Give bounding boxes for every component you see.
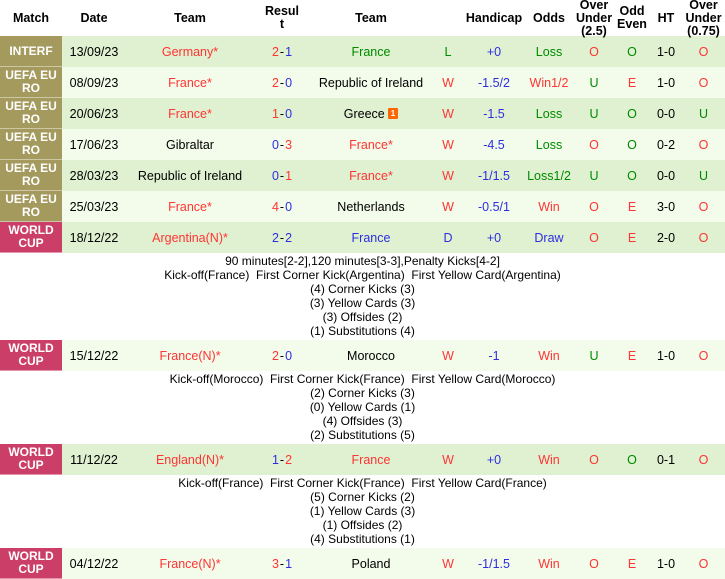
over-under-075-result: O [698,137,709,152]
half-time-score: 0-0 [656,168,676,183]
stats-line: (1) Offsides (2) [322,518,403,532]
home-score: 2 [271,230,279,245]
match-date: 25/03/23 [69,199,119,214]
odds-result: Draw [534,230,564,245]
stats-line: Kick-off(France) First Corner Kick(France) First Yellow Card(France) [178,476,547,490]
home-score: 2 [271,44,279,59]
col-header-team1 [126,12,254,25]
score-separator: - [279,106,285,121]
home-score: 4 [271,199,279,214]
handicap-value: -0.5/1 [478,199,510,214]
home-team-cell [126,222,254,253]
col-header-label: Team [174,10,206,25]
competition-cell [0,191,62,222]
col-header-label: Handicap [465,10,523,25]
away-team-cell [310,36,432,67]
odd-even-result: O [627,452,637,467]
win-loss-indicator: W [442,199,454,214]
stats-line: 90 minutes[2-2],120 minutes[3-3],Penalty Kicks[4-2] [225,254,500,268]
half-time-score: 1-0 [656,556,676,571]
home-score: 2 [271,348,279,363]
home-team-cell [126,444,254,475]
over-under-25-result: U [589,168,599,183]
win-loss-indicator: D [443,230,453,245]
match-row [0,340,725,371]
over-under-25-result: U [589,106,599,121]
competition-cell [0,160,62,191]
handicap-value: -1.5/2 [478,75,510,90]
full-time-score [254,129,310,160]
competition-badge: UEFA EURO [0,98,62,129]
competition-cell [0,36,62,67]
away-score: 1 [285,44,293,59]
match-row [0,191,725,222]
odds-result: Win [538,348,560,363]
odds-result: Win [538,199,560,214]
full-time-score [254,191,310,222]
competition-badge: INTERF [0,36,62,67]
half-time-score: 1-0 [656,348,676,363]
match-date: 20/06/23 [69,106,119,121]
match-date: 17/06/23 [69,137,119,152]
away-team-name[interactable]: France [351,230,391,245]
match-date: 18/12/22 [69,230,119,245]
competition-cell [0,98,62,129]
full-time-score [254,160,310,191]
booking-card-icon: 1 [388,108,398,119]
competition-badge: UEFA EURO [0,129,62,160]
col-header-team2 [310,12,432,25]
col-header-label: Match [12,10,50,25]
handicap-value: +0 [486,44,502,59]
competition-badge: UEFA EURO [0,67,62,98]
competition-cell [0,444,62,475]
away-team-cell [310,98,432,129]
home-team-cell [126,36,254,67]
match-row [0,444,725,475]
odd-even-result: O [627,106,637,121]
win-loss-indicator: W [442,137,454,152]
col-header-label: Odd Even [617,4,647,31]
away-team-cell [310,340,432,371]
away-team-cell [310,160,432,191]
competition-badge: WORLD CUP [0,340,62,371]
match-row [0,129,725,160]
full-time-score [254,36,310,67]
col-header-result [254,5,310,31]
away-team-name[interactable]: Netherlands [337,199,405,214]
full-time-score [254,340,310,371]
over-under-25-result: O [589,44,599,59]
col-header-label: Odds [533,10,565,25]
score-separator: - [279,556,285,571]
table-body [0,36,725,579]
over-under-25-result: O [589,452,599,467]
col-header-label: Over Under (2.5) [575,0,613,38]
odd-even-result: E [627,348,637,363]
table-header-row [0,0,725,36]
win-loss-indicator: L [444,44,452,59]
away-team-cell [310,444,432,475]
win-loss-indicator: W [442,348,454,363]
full-time-score [254,548,310,579]
over-under-25-result: O [589,556,599,571]
match-date: 08/09/23 [69,75,119,90]
away-score: 0 [285,75,293,90]
over-under-075-result: O [698,348,709,363]
match-row [0,98,725,129]
stats-line: (4) Corner Kicks (3) [310,282,415,296]
away-team-cell [310,222,432,253]
odd-even-result: E [627,556,637,571]
col-header-handicap [464,12,524,25]
competition-cell [0,67,62,98]
over-under-075-result: O [698,556,709,571]
away-team-name[interactable]: Republic of Ireland [318,75,424,90]
col-header-label: Over Under (0.75) [685,0,722,38]
away-team-cell [310,191,432,222]
over-under-075-result: U [698,106,709,121]
handicap-value: -1/1.5 [478,556,510,571]
odd-even-result: E [627,199,637,214]
away-team-name[interactable]: Morocco [347,348,395,363]
stats-line: (2) Corner Kicks (3) [310,386,415,400]
match-date: 04/12/22 [69,556,119,571]
home-team-name[interactable]: Argentina(N)* [152,230,228,245]
full-time-score [254,222,310,253]
home-score: 3 [271,556,279,571]
score-separator: - [279,44,285,59]
half-time-score: 1-0 [656,44,676,59]
home-team-name[interactable]: France(N)* [159,556,221,571]
home-team-name[interactable]: France(N)* [159,348,221,363]
odds-result: Loss [535,106,563,121]
stats-line: (4) Substitutions (1) [310,532,415,546]
competition-badge: WORLD CUP [0,548,62,579]
away-score: 3 [285,137,293,152]
match-row [0,67,725,98]
over-under-075-result: O [698,75,709,90]
odd-even-result: O [627,44,637,59]
away-score: 1 [285,168,293,183]
away-team-cell [310,129,432,160]
half-time-score: 3-0 [656,199,676,214]
stats-line: (3) Offsides (2) [322,310,403,324]
away-team-name[interactable]: Greece [343,106,385,121]
score-separator: - [279,230,285,245]
col-header-match [0,12,62,25]
odd-even-result: E [627,230,637,245]
away-score: 2 [285,452,293,467]
handicap-value: -1 [488,348,500,363]
stats-line: (3) Yellow Cards (3) [309,296,416,310]
stats-line: (2) Substitutions (5) [310,428,415,442]
home-team-name[interactable]: Republic of Ireland [137,168,243,183]
competition-cell [0,340,62,371]
stats-line: (4) Offsides (3) [322,414,403,428]
home-score: 0 [271,137,279,152]
competition-cell [0,222,62,253]
away-team-name[interactable]: France* [349,168,393,183]
stats-line: (0) Yellow Cards (1) [309,400,416,414]
home-team-cell [126,98,254,129]
match-row [0,36,725,67]
home-score: 2 [271,75,279,90]
handicap-value: +0 [486,230,502,245]
away-score: 0 [285,348,293,363]
home-team-cell [126,160,254,191]
col-header-label: Team [355,10,387,25]
home-team-name[interactable]: Gibraltar [166,137,214,152]
away-score: 1 [285,556,293,571]
odds-result: Loss [535,137,563,152]
odd-even-result: O [627,137,637,152]
odds-result: Win [538,556,560,571]
match-row [0,548,725,579]
match-row [0,222,725,253]
score-separator: - [279,75,285,90]
away-team-name[interactable]: France [351,44,391,59]
over-under-25-result: O [589,137,599,152]
competition-cell [0,129,62,160]
match-date: 15/12/22 [69,348,119,363]
competition-badge: UEFA EURO [0,191,62,222]
over-under-075-result: O [698,199,709,214]
away-score: 0 [285,106,293,121]
match-date: 13/09/23 [69,44,119,59]
half-time-score: 0-2 [656,137,676,152]
over-under-25-result: U [589,75,599,90]
home-score: 1 [271,452,279,467]
competition-badge: UEFA EURO [0,160,62,191]
full-time-score [254,98,310,129]
home-score: 0 [271,168,279,183]
over-under-075-result: O [698,44,709,59]
away-score: 0 [285,199,293,214]
col-header-odd-even [614,5,650,31]
full-time-score [254,444,310,475]
stats-line: (1) Yellow Cards (3) [309,504,416,518]
col-header-over-under-075 [682,0,725,38]
away-team-name[interactable]: France* [349,137,393,152]
away-team-name[interactable]: France [351,452,391,467]
half-time-score: 0-1 [656,452,676,467]
half-time-score: 2-0 [656,230,676,245]
over-under-075-result: O [698,452,709,467]
score-separator: - [279,348,285,363]
stats-line: Kick-off(France) First Corner Kick(Argentina) First Yellow Card(Argentina) [164,268,561,282]
col-header-label: Result [264,4,300,31]
match-row [0,160,725,191]
away-team-cell [310,548,432,579]
match-date: 28/03/23 [69,168,119,183]
over-under-25-result: O [589,230,599,245]
odds-result: Win1/2 [529,75,569,90]
half-time-score: 0-0 [656,106,676,121]
stats-line: Kick-off(Morocco) First Corner Kick(France) First Yellow Card(Morocco) [169,372,556,386]
home-team-name[interactable]: France* [168,199,212,214]
score-separator: - [279,452,285,467]
over-under-25-result: U [589,348,599,363]
home-team-name[interactable]: Germany* [161,44,219,59]
odds-result: Loss1/2 [527,168,571,183]
full-time-score [254,67,310,98]
col-header-over-under-25 [574,0,614,38]
col-header-label: HT [657,10,675,25]
col-header-half-time [650,12,682,25]
home-team-cell [126,191,254,222]
away-team-name[interactable]: Poland [351,556,391,571]
home-team-cell [126,67,254,98]
half-time-score: 1-0 [656,75,676,90]
score-separator: - [279,199,285,214]
win-loss-indicator: W [442,75,454,90]
win-loss-indicator: W [442,168,454,183]
match-stats-block [0,371,725,444]
home-team-name[interactable]: France* [168,75,212,90]
home-team-name[interactable]: France* [168,106,212,121]
score-separator: - [279,137,285,152]
stats-line: (1) Substitutions (4) [310,324,415,338]
away-team-cell [310,67,432,98]
over-under-075-result: O [698,230,709,245]
odd-even-result: O [627,168,637,183]
away-score: 2 [285,230,293,245]
over-under-25-result: O [589,199,599,214]
odd-even-result: E [627,75,637,90]
competition-badge: WORLD CUP [0,444,62,475]
home-team-name[interactable]: England(N)* [155,452,225,467]
competition-cell [0,548,62,579]
home-team-cell [126,548,254,579]
odds-result: Loss [535,44,563,59]
handicap-value: -1.5 [483,106,505,121]
win-loss-indicator: W [442,556,454,571]
stats-line: (5) Corner Kicks (2) [310,490,415,504]
odds-result: Win [538,452,560,467]
win-loss-indicator: W [442,106,454,121]
col-header-label: Date [80,10,108,25]
home-team-cell [126,340,254,371]
competition-badge: WORLD CUP [0,222,62,253]
match-stats-block [0,253,725,340]
home-score: 1 [271,106,279,121]
col-header-odds [524,12,574,25]
home-team-cell [126,129,254,160]
win-loss-indicator: W [442,452,454,467]
match-stats-block [0,475,725,548]
handicap-value: -4.5 [483,137,505,152]
score-separator: - [279,168,285,183]
over-under-075-result: U [698,168,709,183]
handicap-value: +0 [486,452,502,467]
handicap-value: -1/1.5 [478,168,510,183]
match-date: 11/12/22 [70,452,118,467]
col-header-date [62,12,126,25]
